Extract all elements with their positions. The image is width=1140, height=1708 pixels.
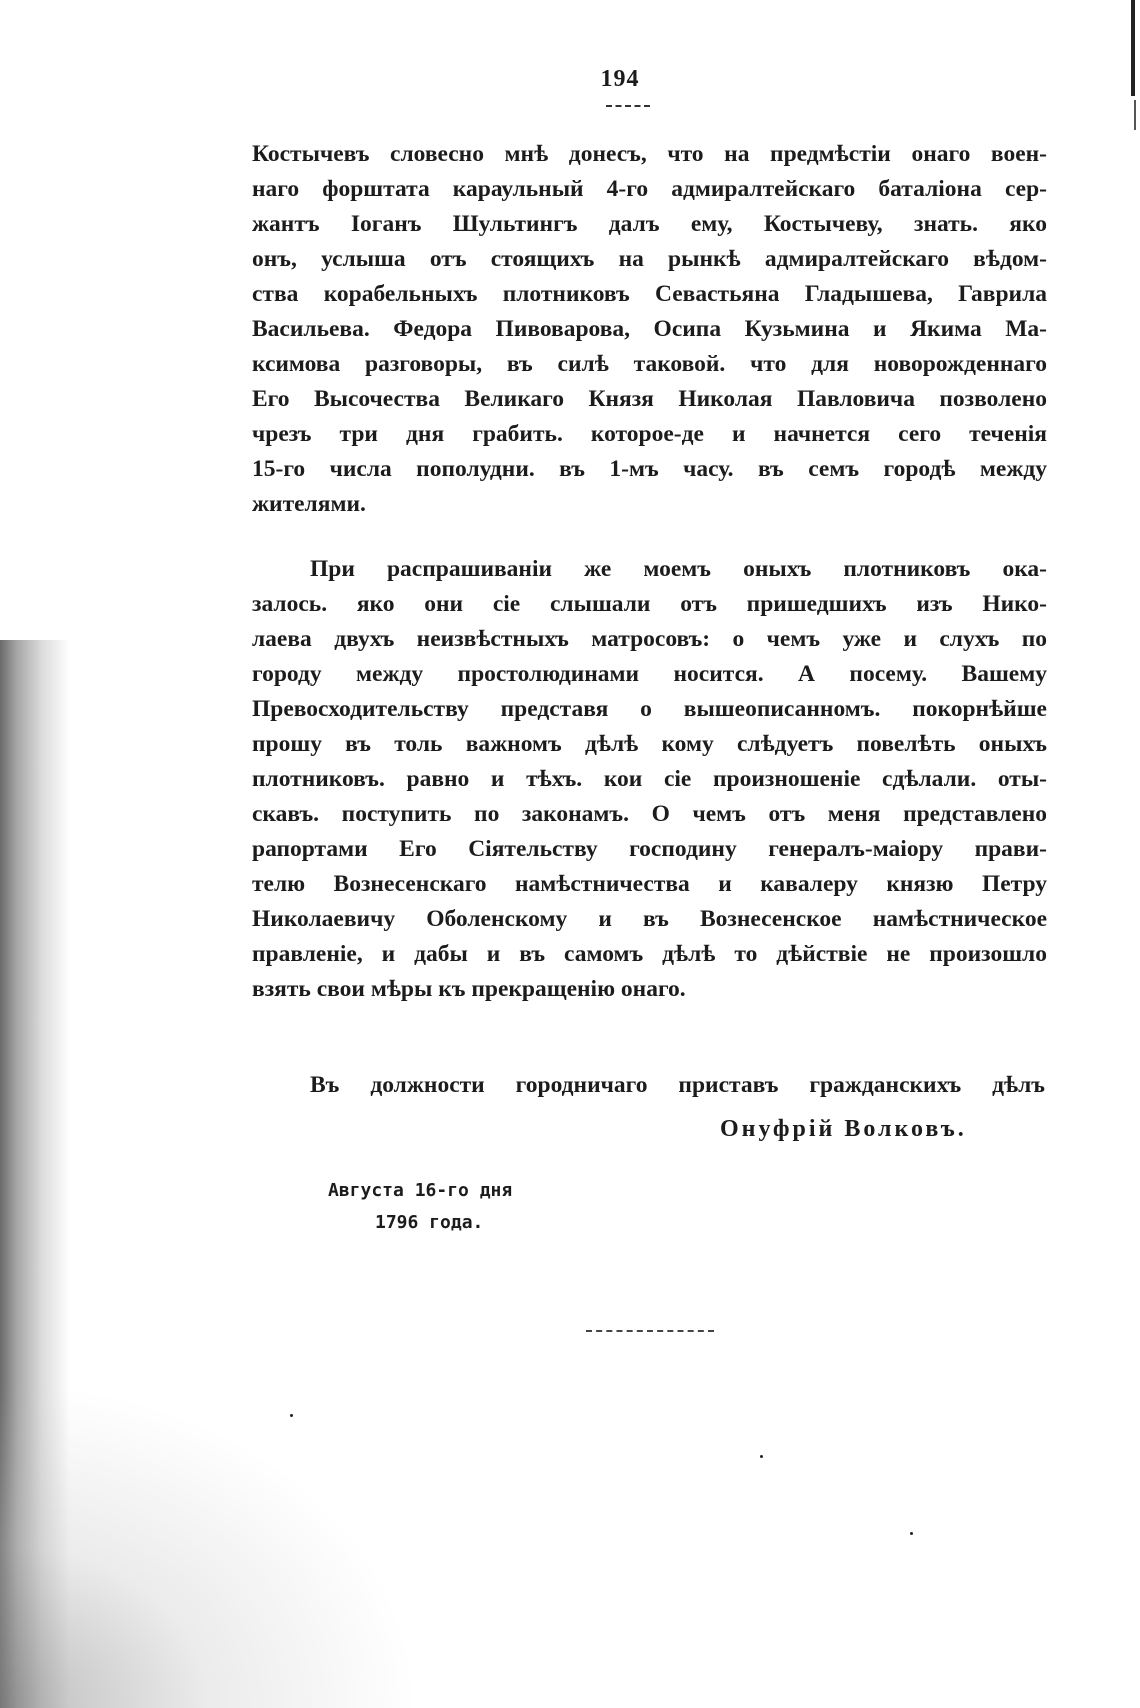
text-line: Николаевичу Оболенскому и въ Вознесенское намѣстническое: [252, 906, 1047, 932]
text-line: правленіе, и дабы и въ самомъ дѣлѣ то дѣйствіе не произошло: [252, 941, 1047, 967]
text-line: рапортами Его Сіятельству господину генералъ-маіору прави-: [252, 836, 1047, 862]
text-line: чрезъ три дня грабить. которое-де и начнется сего теченія: [252, 421, 1047, 447]
text-line: При распрашиваніи же моемъ оныхъ плотниковъ ока-: [310, 556, 1047, 582]
text-line: лаева двухъ неизвѣстныхъ матросовъ: о чемъ уже и слухъ по: [252, 626, 1047, 652]
text-line: онъ, услыша отъ стоящихъ на рынкѣ адмиралтейскаго вѣдом-: [252, 246, 1047, 272]
text-line: залось. яко они сіе слышали отъ пришедшихъ изъ Нико-: [252, 591, 1047, 617]
text-line: жителями.: [252, 491, 366, 517]
scan-shadow-bottom: [0, 1380, 420, 1708]
text-line: Костычевъ словесно мнѣ донесъ, что на предмѣстіи онаго воен-: [252, 141, 1047, 167]
signature-name: Онуфрій Волковъ.: [720, 1116, 967, 1142]
scan-speck: [290, 1414, 293, 1417]
scan-speck: [910, 1532, 913, 1535]
text-line: Васильева. Федора Пивоварова, Осипа Кузьмина и Якима Ма-: [252, 316, 1047, 342]
text-line: телю Вознесенскаго намѣстничества и кавалеру князю Петру: [252, 871, 1047, 897]
end-rule: [586, 1330, 714, 1332]
page-number: 194: [600, 66, 640, 92]
text-line: 15-го числа пополудни. въ 1-мъ часу. въ семъ городѣ между: [252, 456, 1047, 482]
text-line: Его Высочества Великаго Князя Николая Павловича позволено: [252, 386, 1047, 412]
text-line: плотниковъ. равно и тѣхъ. кои сіе произношеніе сдѣлали. оты-: [252, 766, 1047, 792]
paragraph-2: [252, 552, 1047, 1007]
date-line-2: 1796 года.: [375, 1212, 484, 1233]
text-line: городу между простолюдинами носится. А посему. Вашему: [252, 661, 1047, 687]
text-line: прошу въ толь важномъ дѣлѣ кому слѣдуетъ повелѣть оныхъ: [252, 731, 1047, 757]
signature-title: Въ должности городничаго приставъ гражданскихъ дѣлъ: [310, 1072, 1045, 1098]
paragraph-1: [252, 137, 1047, 522]
text-line: жантъ Іоганъ Шультингъ далъ ему, Костычеву, знать. яко: [252, 211, 1047, 237]
scan-edge-mark: [1131, 0, 1135, 96]
scan-speck: [760, 1455, 763, 1458]
text-line: наго форштата караульный 4-го адмиралтейскаго баталіона сер-: [252, 176, 1047, 202]
text-line: ксимова разговоры, въ силѣ таковой. что для новорожденнаго: [252, 351, 1047, 377]
scan-edge-mark-2: [1134, 100, 1136, 130]
text-line: Превосходительству представя о вышеописанномъ. покорнѣйше: [252, 696, 1047, 722]
date-line-1: Августа 16-го дня: [328, 1180, 513, 1201]
page-number-underline: [606, 105, 650, 107]
text-line: взять свои мѣры къ прекращенію онаго.: [252, 976, 686, 1002]
text-line: скавъ. поступить по законамъ. О чемъ отъ меня представлено: [252, 801, 1047, 827]
text-line: ства корабельныхъ плотниковъ Севастьяна Гладышева, Гаврила: [252, 281, 1047, 307]
